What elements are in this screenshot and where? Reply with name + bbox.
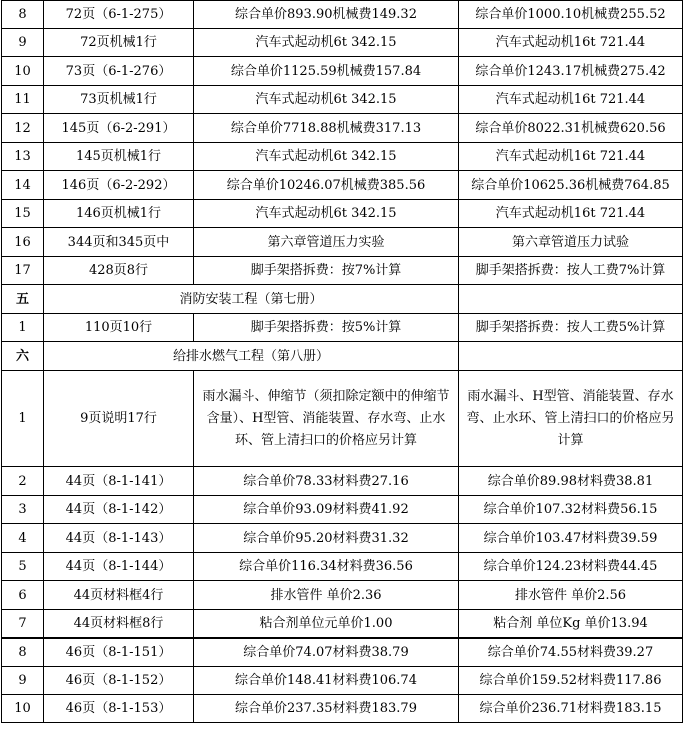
row-number: 3 — [2, 496, 44, 524]
location-cell: 44页（8-1-141） — [44, 467, 194, 496]
table-row — [2, 371, 683, 467]
corrected-text-cell: 雨水漏斗、H型管、消能装置、存水弯、止水环、管上清扫口的价格应另计算 — [459, 371, 683, 467]
row-number: 7 — [2, 610, 44, 638]
table-row — [2, 467, 683, 496]
row-number: 15 — [2, 200, 44, 228]
original-text-cell: 汽车式起动机6t 342.15 — [194, 143, 459, 171]
location-cell: 46页（8-1-152） — [44, 667, 194, 695]
section-number: 六 — [2, 342, 44, 371]
original-text-cell: 综合单价116.34材料费36.56 — [194, 553, 459, 581]
corrected-text-cell: 汽车式起动机16t 721.44 — [459, 143, 683, 171]
original-text-cell: 综合单价93.09材料费41.92 — [194, 496, 459, 524]
original-text-cell: 综合单价10246.07机械费385.56 — [194, 171, 459, 200]
location-cell: 44页材料框8行 — [44, 610, 194, 638]
original-text-cell: 汽车式起动机6t 342.15 — [194, 29, 459, 57]
corrected-text-cell: 综合单价89.98材料费38.81 — [459, 467, 683, 496]
row-number: 11 — [2, 86, 44, 114]
corrected-text-cell: 综合单价103.47材料费39.59 — [459, 524, 683, 553]
table-row — [2, 257, 683, 285]
location-cell: 44页（8-1-142） — [44, 496, 194, 524]
table-row — [2, 114, 683, 143]
row-number: 6 — [2, 581, 44, 610]
location-cell: 145页机械1行 — [44, 143, 194, 171]
row-number: 12 — [2, 114, 44, 143]
original-text-cell: 排水管件 单价2.36 — [194, 581, 459, 610]
location-cell: 145页（6-2-291） — [44, 114, 194, 143]
table-row — [2, 581, 683, 610]
section-title: 给排水燃气工程（第八册） — [44, 342, 459, 371]
row-number: 13 — [2, 143, 44, 171]
location-cell: 44页材料框4行 — [44, 581, 194, 610]
row-number: 1 — [2, 371, 44, 467]
row-number: 2 — [2, 467, 44, 496]
original-text-cell: 综合单价237.35材料费183.79 — [194, 695, 459, 723]
row-number: 1 — [2, 314, 44, 342]
original-text-cell: 综合单价893.90机械费149.32 — [194, 1, 459, 29]
table-row — [2, 228, 683, 257]
location-cell: 146页机械1行 — [44, 200, 194, 228]
location-cell: 72页机械1行 — [44, 29, 194, 57]
original-text-cell: 雨水漏斗、伸缩节（须扣除定额中的伸缩节含量）、H型管、消能装置、存水弯、止水环、管上清扫口的价格应另计算 — [194, 371, 459, 467]
original-text-cell: 脚手架搭拆费：按5%计算 — [194, 314, 459, 342]
corrected-text-cell: 综合单价8022.31机械费620.56 — [459, 114, 683, 143]
corrected-text-cell: 粘合剂 单位Kg 单价13.94 — [459, 610, 683, 638]
table-row — [2, 695, 683, 723]
section-title: 消防安装工程（第七册） — [44, 285, 459, 314]
corrected-text-cell: 综合单价10625.36机械费764.85 — [459, 171, 683, 200]
corrected-text-cell: 汽车式起动机16t 721.44 — [459, 200, 683, 228]
location-cell: 46页（8-1-151） — [44, 638, 194, 667]
corrected-text-cell: 汽车式起动机16t 721.44 — [459, 86, 683, 114]
original-text-cell: 综合单价1125.59机械费157.84 — [194, 57, 459, 86]
original-text-cell: 第六章管道压力实验 — [194, 228, 459, 257]
original-text-cell: 脚手架搭拆费：按7%计算 — [194, 257, 459, 285]
corrected-text-cell: 排水管件 单价2.56 — [459, 581, 683, 610]
corrected-text-cell: 脚手架搭拆费：按人工费7%计算 — [459, 257, 683, 285]
table-row — [2, 524, 683, 553]
row-number: 9 — [2, 29, 44, 57]
location-cell: 72页（6-1-275） — [44, 1, 194, 29]
table-row — [2, 553, 683, 581]
location-cell: 146页（6-2-292） — [44, 171, 194, 200]
table-row — [2, 496, 683, 524]
corrected-text-cell: 综合单价1243.17机械费275.42 — [459, 57, 683, 86]
table-row — [2, 171, 683, 200]
original-text-cell: 汽车式起动机6t 342.15 — [194, 86, 459, 114]
location-cell: 46页（8-1-153） — [44, 695, 194, 723]
corrected-text-cell: 综合单价124.23材料费44.45 — [459, 553, 683, 581]
table-row — [2, 57, 683, 86]
original-text-cell: 粘合剂单位元单价1.00 — [194, 610, 459, 638]
location-cell: 73页机械1行 — [44, 86, 194, 114]
row-number: 8 — [2, 1, 44, 29]
corrected-text-cell: 综合单价107.32材料费56.15 — [459, 496, 683, 524]
row-number: 9 — [2, 667, 44, 695]
empty-cell — [459, 285, 683, 314]
location-cell: 9页说明17行 — [44, 371, 194, 467]
original-text-cell: 综合单价78.33材料费27.16 — [194, 467, 459, 496]
location-cell: 110页10行 — [44, 314, 194, 342]
empty-cell — [459, 342, 683, 371]
corrected-text-cell: 综合单价1000.10机械费255.52 — [459, 1, 683, 29]
table-row — [2, 314, 683, 342]
row-number: 5 — [2, 553, 44, 581]
location-cell: 44页（8-1-143） — [44, 524, 194, 553]
row-number: 14 — [2, 171, 44, 200]
location-cell: 344页和345页中 — [44, 228, 194, 257]
table-row — [2, 1, 683, 29]
location-cell: 44页（8-1-144） — [44, 553, 194, 581]
table-row — [2, 610, 683, 638]
location-cell: 73页（6-1-276） — [44, 57, 194, 86]
table-row — [2, 667, 683, 695]
section-row — [2, 285, 683, 314]
corrected-text-cell: 综合单价159.52材料费117.86 — [459, 667, 683, 695]
errata-table-body — [2, 1, 683, 723]
row-number: 17 — [2, 257, 44, 285]
corrected-text-cell: 汽车式起动机16t 721.44 — [459, 29, 683, 57]
original-text-cell: 汽车式起动机6t 342.15 — [194, 200, 459, 228]
section-number: 五 — [2, 285, 44, 314]
row-number: 10 — [2, 695, 44, 723]
table-row — [2, 638, 683, 667]
corrected-text-cell: 第六章管道压力试验 — [459, 228, 683, 257]
original-text-cell: 综合单价95.20材料费31.32 — [194, 524, 459, 553]
corrected-text-cell: 脚手架搭拆费：按人工费5%计算 — [459, 314, 683, 342]
row-number: 8 — [2, 638, 44, 667]
original-text-cell: 综合单价74.07材料费38.79 — [194, 638, 459, 667]
original-text-cell: 综合单价148.41材料费106.74 — [194, 667, 459, 695]
section-row — [2, 342, 683, 371]
row-number: 10 — [2, 57, 44, 86]
table-row — [2, 200, 683, 228]
location-cell: 428页8行 — [44, 257, 194, 285]
row-number: 16 — [2, 228, 44, 257]
table-row — [2, 29, 683, 57]
table-row — [2, 143, 683, 171]
original-text-cell: 综合单价7718.88机械费317.13 — [194, 114, 459, 143]
table-row — [2, 86, 683, 114]
corrected-text-cell: 综合单价74.55材料费39.27 — [459, 638, 683, 667]
corrected-text-cell: 综合单价236.71材料费183.15 — [459, 695, 683, 723]
errata-table — [1, 0, 683, 723]
row-number: 4 — [2, 524, 44, 553]
